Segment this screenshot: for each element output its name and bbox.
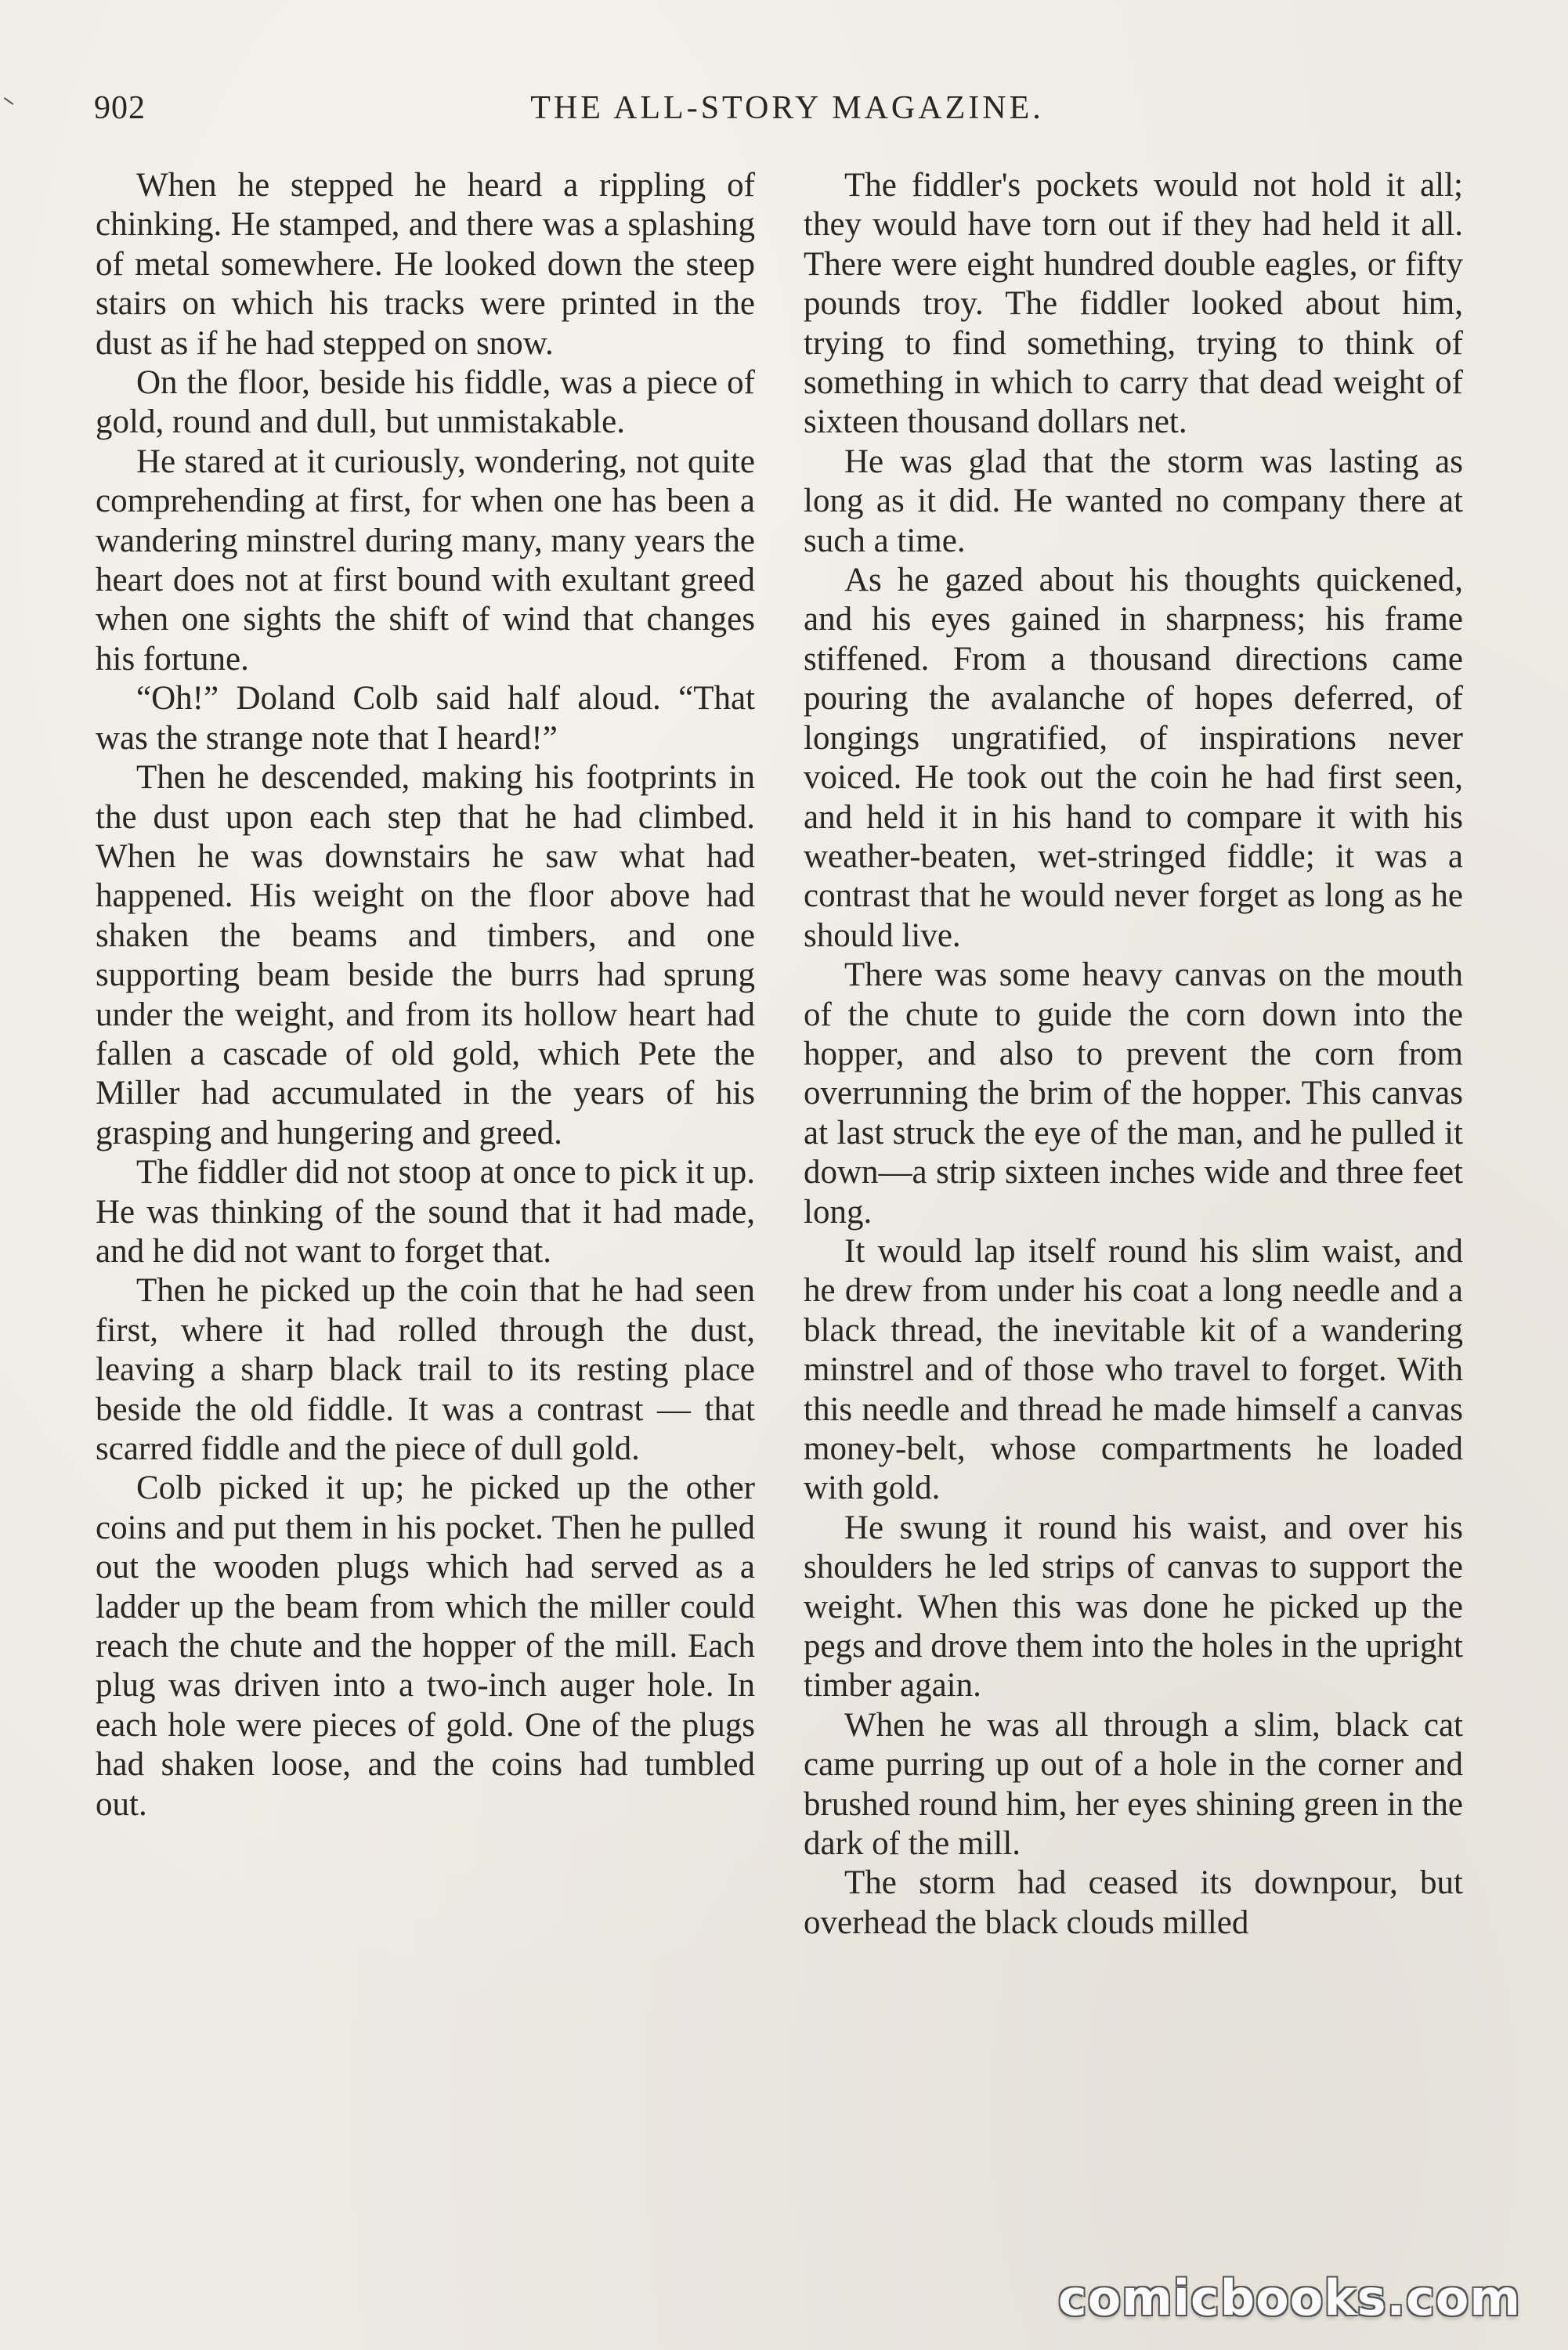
left-column [96, 166, 755, 1824]
paragraph: “Oh!” Doland Colb said half aloud. “That was the strange note that I heard!” [96, 680, 755, 757]
paragraph: The fiddler did not stoop at once to pick it up. He was thinking of the sound that it had made, and he did not want to forget that. [96, 1154, 755, 1270]
paragraph: When he was all through a slim, black cat came purring up out of a hole in the corner and brushed round him, her eyes shining green in the dark of the mill. [804, 1706, 1463, 1863]
page-header [94, 85, 1480, 132]
right-column [804, 166, 1463, 1943]
paragraph: He was glad that the storm was lasting as long as it did. He wanted no company there at such a time. [804, 443, 1463, 559]
paragraph: As he gazed about his thoughts quickened, and his eyes gained in sharpness; his frame stiffened. From a thousand directions came pouring the avalanche of hopes deferred, of longings ungratified, of inspirations never voiced. He took out the coin he had first seen, and held it in his hand to compare it with his weather-beaten, wet-stringed fiddle; it was a contrast that he would never forget as long as he should live. [804, 562, 1463, 954]
paragraph: It would lap itself round his slim waist, and he drew from under his coat a long needle and a black thread, the inevitable kit of a wandering minstrel and of those who travel to forget. With this needle and thread he made himself a canvas money-belt, whose compartments he loaded with gold. [804, 1232, 1463, 1507]
paragraph: The storm had ceased its downpour, but overhead the black clouds milled [804, 1864, 1463, 1941]
paragraph: On the floor, beside his fiddle, was a piece of gold, round and dull, but unmistakable. [96, 364, 755, 441]
watermark: comicbooks.com [1057, 2269, 1521, 2326]
paragraph: Then he picked up the coin that he had seen first, where it had rolled through the dust, leaving a sharp black trail to its resting place beside the old fiddle. It was a contrast — that scarred fiddle and the piece of dull gold. [96, 1272, 755, 1467]
paragraph: When he stepped he heard a rippling of chinking. He stamped, and there was a splashing of metal somewhere. He looked down the steep stairs on which his tracks were printed in the dust as if he had stepped on snow. [96, 167, 755, 362]
paragraph: He swung it round his waist, and over his shoulders he led strips of canvas to support the weight. When this was done he picked up the pegs and drove them into the holes in the upright timber again. [804, 1509, 1463, 1705]
paragraph: Then he descended, making his footprints in the dust upon each step that he had climbed. When he was downstairs he saw what had happened. His weight on the floor above had shaken the beams and timbers, and one supporting beam beside the burrs had sprung under the weight, and from its hollow heart had fallen a cascade of old gold, which Pete the Miller had accumulated in the years of his grasping and hungering and greed. [96, 759, 755, 1152]
margin-mark [4, 97, 14, 105]
running-head: THE ALL-STORY MAGAZINE. [530, 90, 1044, 126]
paragraph: There was some heavy canvas on the mouth of the chute to guide the corn down into the hopper, and also to prevent the corn from overrunning the brim of the hopper. This canvas at last struck the eye of the man, and he pulled it down—a strip sixteen inches wide and three feet long. [804, 956, 1463, 1231]
paragraph: The fiddler's pockets would not hold it all; they would have torn out if they had held it all. There were eight hundred double eagles, or fifty pounds troy. The fiddler looked about him, trying to find something, trying to think of something in which to carry that dead weight of sixteen thousand dollars net. [804, 167, 1463, 441]
paragraph: He stared at it curiously, wondering, not quite comprehending at first, for when one has been a wandering minstrel during many, many years the heart does not at first bound with exultant greed when one sights the shift of wind that changes his fortune. [96, 443, 755, 678]
page-number: 902 [94, 90, 146, 126]
paragraph: Colb picked it up; he picked up the other coins and put them in his pocket. Then he pulled out the wooden plugs which had served as a ladder up the beam from which the miller could reach the chute and the hopper of the mill. Each plug was driven into a two-inch auger hole. In each hole were pieces of gold. One of the plugs had shaken loose, and the coins had tumbled out. [96, 1470, 755, 1823]
